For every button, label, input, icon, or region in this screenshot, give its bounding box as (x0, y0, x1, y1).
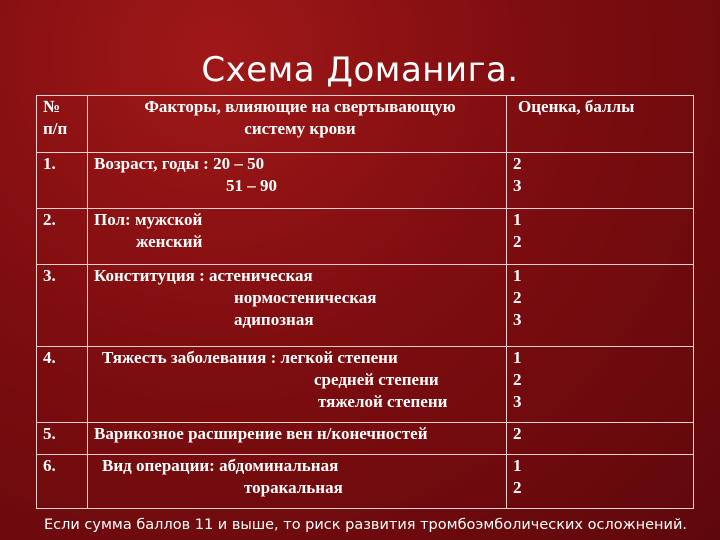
table-row (37, 423, 694, 455)
header-factor-line2: систему крови (244, 119, 356, 138)
score-value: 3 (513, 392, 522, 411)
row-number: 6. (37, 455, 88, 509)
row-score (507, 265, 694, 347)
score-value: 2 (513, 288, 522, 307)
header-score-label: Оценка, баллы (518, 97, 635, 116)
factor-line: средней степени (314, 370, 439, 389)
risk-note: Если сумма баллов 11 и выше, то риск развития тромбоэмболических осложнений. (44, 517, 687, 533)
row-score (507, 209, 694, 265)
factor-line: тяжелой степени (318, 392, 448, 411)
row-number: 5. (37, 423, 88, 455)
factor-line: Тяжесть заболевания : легкой степени (102, 348, 398, 367)
header-factor-line1: Факторы, влияющие на свертывающую (144, 97, 456, 116)
score-value: 1 (513, 266, 522, 285)
table-row (37, 209, 694, 265)
header-number-line1: № (43, 97, 61, 116)
header-factor-cell (88, 96, 507, 153)
table-row (37, 153, 694, 209)
score-value: 1 (513, 456, 522, 475)
header-number-line2: п/п (43, 119, 68, 138)
row-score (507, 347, 694, 423)
score-value: 2 (513, 424, 522, 443)
domanig-scheme-table (36, 95, 694, 509)
score-value: 2 (513, 370, 522, 389)
slide-title: Схема Доманига. (201, 50, 519, 90)
row-factor (88, 347, 507, 423)
row-number: 3. (37, 265, 88, 347)
score-value: 2 (513, 232, 522, 251)
row-factor (88, 455, 507, 509)
row-factor (88, 265, 507, 347)
header-score-cell (507, 96, 694, 153)
factor-line: женский (136, 232, 203, 251)
row-number: 2. (37, 209, 88, 265)
factor-line: Пол: мужской (94, 210, 203, 229)
factor-line: Возраст, годы : 20 – 50 (94, 154, 265, 173)
row-number: 4. (37, 347, 88, 423)
row-score (507, 153, 694, 209)
factor-line: Вид операции: абдоминальная (102, 456, 339, 475)
factor-line: адипозная (234, 310, 314, 329)
factor-line: Конституция : астеническая (94, 266, 313, 285)
score-value: 1 (513, 210, 522, 229)
table-row (37, 265, 694, 347)
table-header-row (37, 96, 694, 153)
score-value: 2 (513, 154, 522, 173)
table-row (37, 347, 694, 423)
row-factor (88, 209, 507, 265)
factor-line: Варикозное расширение вен н/конечностей (94, 424, 428, 443)
factor-line: 51 – 90 (226, 176, 277, 195)
factor-line: нормостеническая (234, 288, 377, 307)
row-number: 1. (37, 153, 88, 209)
score-value: 3 (513, 176, 522, 195)
score-value: 1 (513, 348, 522, 367)
header-number-cell (37, 96, 88, 153)
factor-line: торакальная (244, 478, 343, 497)
table-row (37, 455, 694, 509)
row-score (507, 455, 694, 509)
row-score (507, 423, 694, 455)
score-value: 2 (513, 478, 522, 497)
score-value: 3 (513, 310, 522, 329)
row-factor (88, 153, 507, 209)
row-factor (88, 423, 507, 455)
